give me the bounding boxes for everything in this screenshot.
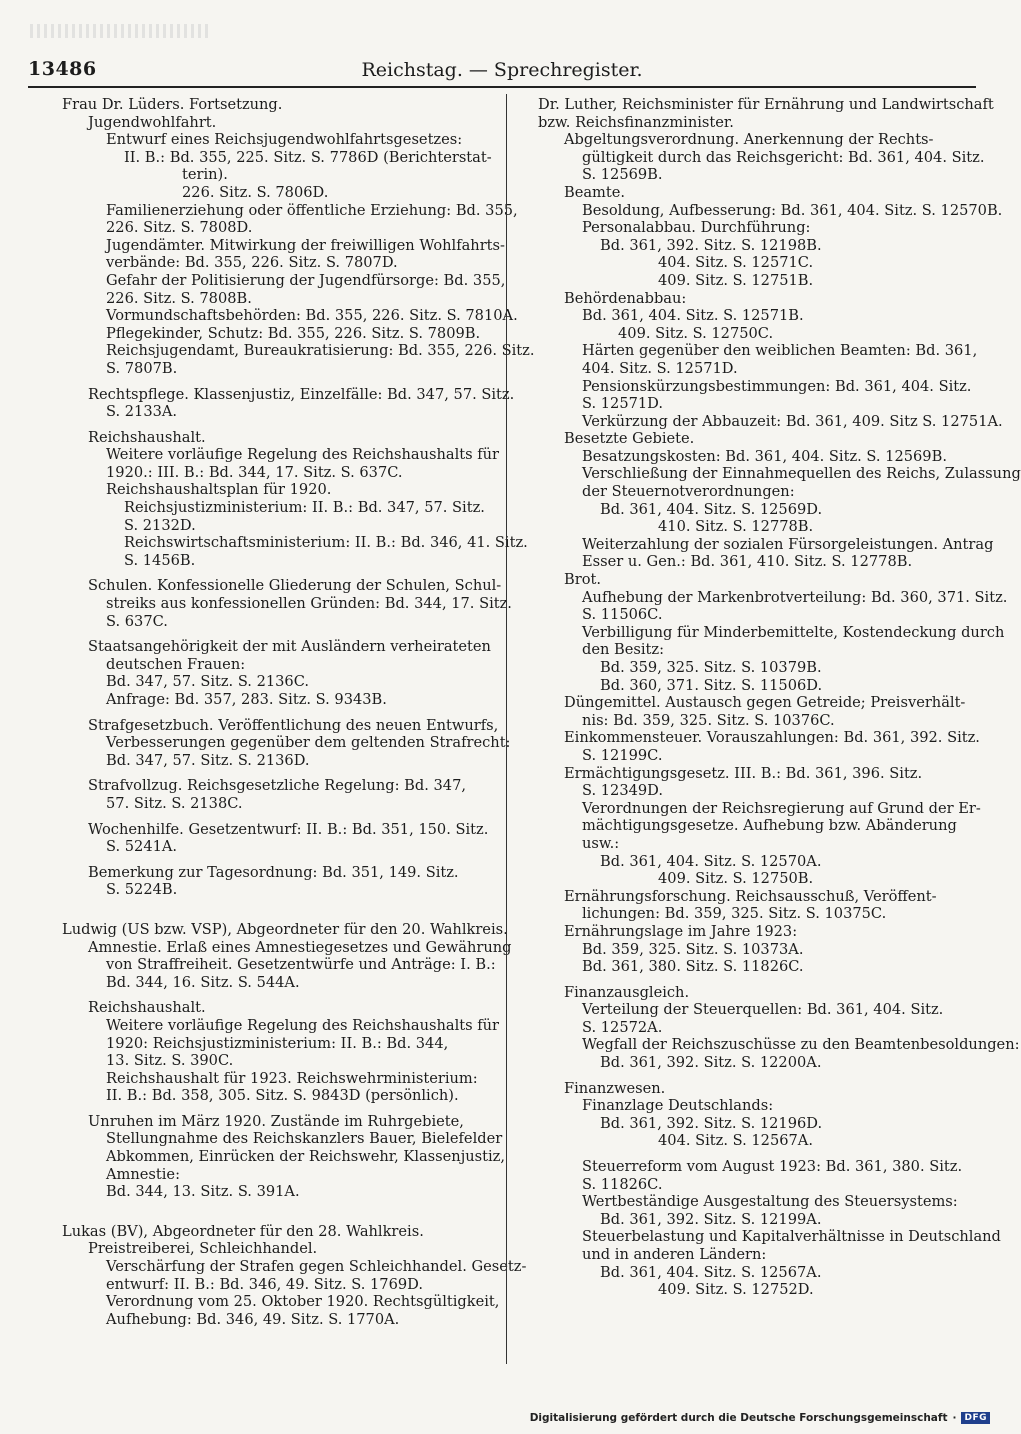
- spacer: [538, 1150, 936, 1158]
- subject-heading: Schulen. Konfessionelle Gliederung der Schulen, Schul-: [88, 577, 502, 595]
- reference-line: und in anderen Ländern:: [582, 1246, 767, 1263]
- reference-line: Bd. 347, 57. Sitz. S. 2136C.: [106, 673, 310, 691]
- reference-line: nis: Bd. 359, 325. Sitz. S. 10376C.: [582, 711, 835, 729]
- subject-heading: Einkommensteuer. Vorauszahlungen: Bd. 361, 392. Sitz.: [564, 729, 980, 747]
- reference-line: S. 1456B.: [124, 551, 196, 569]
- spacer: [62, 769, 488, 777]
- reference-line: II. B.: Bd. 358, 305. Sitz. S. 9843D (persönlich).: [106, 1087, 459, 1105]
- reference-line: Weitere vorläufige Regelung des Reichshaushalts für: [106, 446, 500, 464]
- reference-line: Bd. 360, 371. Sitz. S. 11506D.: [600, 676, 823, 694]
- reference-line: Reichswirtschaftsministerium: II. B.: Bd. 346, 41. Sitz.: [124, 534, 528, 552]
- subject-heading: Beamte.: [564, 183, 626, 201]
- reference-line: S. 5224B.: [106, 881, 178, 899]
- reference-line: terin).: [182, 166, 228, 184]
- reference-line: Entwurf eines Reichsjugendwohlfahrtsgesetzes:: [106, 131, 463, 149]
- reference-line: 404. Sitz. S. 12571C.: [658, 254, 814, 272]
- reference-line: S. 637C.: [106, 612, 168, 630]
- subject-heading: Reichshaushalt.: [88, 999, 206, 1017]
- reference-line: Bd. 359, 325. Sitz. S. 10373A.: [582, 940, 804, 958]
- page-number: 13486: [28, 58, 97, 80]
- column-divider: [506, 94, 507, 1364]
- reference-line: Verschließung der Einnahmequellen des Reichs, Zulassung: [582, 465, 1021, 483]
- reference-line: Steuerbelastung und Kapitalverhältnisse in Deutschland: [582, 1228, 1001, 1246]
- entry-heading: bzw. Reichsfinanzminister.: [538, 113, 734, 131]
- reference-line: Abkommen, Einrücken der Reichswehr, Klassenjustiz,: [106, 1148, 505, 1166]
- reference-line: Bd. 344, 16. Sitz. S. 544A.: [106, 973, 300, 991]
- spacer: [62, 1105, 488, 1113]
- spacer: [62, 378, 488, 386]
- reference-line: der Steuernotverordnungen:: [582, 483, 795, 501]
- spacer: [62, 421, 488, 429]
- page-footer: Digitalisierung gefördert durch die Deutsche Forschungsgemeinschaft · DFG: [530, 1412, 990, 1424]
- reference-line: Weitere vorläufige Regelung des Reichshaushalts für: [106, 1016, 500, 1034]
- reference-line: Besatzungskosten: Bd. 361, 404. Sitz. S. 12569B.: [582, 447, 947, 465]
- reference-line: Verordnungen der Reichsregierung auf Grund der Er-: [582, 799, 981, 817]
- reference-line: entwurf: II. B.: Bd. 346, 49. Sitz. S. 1769D.: [106, 1275, 423, 1293]
- spacer: [62, 899, 488, 921]
- reference-line: 57. Sitz. S. 2138C.: [106, 794, 243, 812]
- reference-line: von Straffreiheit. Gesetzentwürfe und Anträge: I. B.:: [106, 956, 496, 974]
- reference-line: 13. Sitz. S. 390C.: [106, 1052, 234, 1070]
- reference-line: Pflegekinder, Schutz: Bd. 355, 226. Sitz. S. 7809B.: [106, 324, 481, 342]
- reference-line: Pensionskürzungsbestimmungen: Bd. 361, 404. Sitz.: [582, 377, 972, 395]
- entry-heading: Ludwig (US bzw. VSP), Abgeordneter für den 20. Wahlkreis.: [62, 920, 508, 938]
- subject-heading: Amnestie. Erlaß eines Amnestiegesetzes und Gewährung: [88, 938, 512, 956]
- reference-line: Finanzlage Deutschlands:: [582, 1097, 774, 1115]
- reference-line: S. 12571D.: [582, 395, 663, 413]
- right-column: [538, 96, 1021, 1299]
- reference-line: Aufhebung der Markenbrotverteilung: Bd. 360, 371. Sitz.: [582, 588, 1008, 606]
- reference-line: Bd. 361, 392. Sitz. S. 12196D.: [600, 1114, 823, 1132]
- reference-line: 409. Sitz. S. 12750B.: [658, 870, 814, 888]
- subject-heading: Preistreiberei, Schleichhandel.: [88, 1240, 318, 1258]
- reference-line: Jugendämter. Mitwirkung der freiwilligen Wohlfahrts-: [106, 236, 505, 254]
- reference-line: 226. Sitz. S. 7808B.: [106, 289, 252, 307]
- reference-line: Bd. 344, 13. Sitz. S. 391A.: [106, 1183, 300, 1201]
- reference-line: S. 11506C.: [582, 606, 663, 624]
- reference-line: 1920: Reichsjustizministerium: II. B.: Bd. 344,: [106, 1034, 449, 1052]
- subject-heading: Ermächtigungsgesetz. III. B.: Bd. 361, 396. Sitz.: [564, 764, 923, 782]
- reference-line: S. 12569B.: [582, 166, 663, 184]
- reference-line: Bd. 361, 392. Sitz. S. 12199A.: [600, 1210, 822, 1228]
- subject-heading: Reichshaushalt.: [88, 428, 206, 446]
- reference-line: Verschärfung der Strafen gegen Schleichhandel. Gesetz-: [106, 1258, 527, 1276]
- entry-heading: Lukas (BV), Abgeordneter für den 28. Wahlkreis.: [62, 1222, 424, 1240]
- spacer: [62, 856, 488, 864]
- subject-heading: Behördenabbau:: [564, 289, 687, 307]
- reference-line: Weiterzahlung der sozialen Fürsorgeleistungen. Antrag: [582, 535, 994, 553]
- spacer: [538, 976, 936, 984]
- subject-heading: Wochenhilfe. Gesetzentwurf: II. B.: Bd. 351, 150. Sitz.: [88, 820, 489, 838]
- subject-heading: Brot.: [564, 571, 601, 589]
- reference-line: 404. Sitz. S. 12571D.: [582, 359, 738, 377]
- subject-heading: Jugendwohlfahrt.: [88, 113, 217, 131]
- entry-heading: Frau Dr. Lüders. Fortsetzung.: [62, 96, 283, 113]
- reference-line: den Besitz:: [582, 641, 665, 659]
- dfg-logo: DFG: [961, 1412, 990, 1424]
- reference-line: S. 11826C.: [582, 1175, 663, 1193]
- subject-heading: Ernährungslage im Jahre 1923:: [564, 922, 798, 940]
- reference-line: Familienerziehung oder öffentliche Erziehung: Bd. 355,: [106, 201, 518, 219]
- entry-heading: Dr. Luther, Reichsminister für Ernährung und Landwirtschaft: [538, 96, 994, 113]
- reference-line: Reichsjustizministerium: II. B.: Bd. 347, 57. Sitz.: [124, 499, 485, 517]
- spacer: [62, 991, 488, 999]
- reference-line: deutschen Frauen:: [106, 655, 246, 673]
- reference-line: Reichshaushaltsplan für 1920.: [106, 481, 332, 499]
- subject-heading: Unruhen im März 1920. Zustände im Ruhrgebiete,: [88, 1112, 464, 1130]
- reference-line: 409. Sitz. S. 12751B.: [658, 271, 814, 289]
- reference-line: Verkürzung der Abbauzeit: Bd. 361, 409. Sitz S. 12751A.: [582, 412, 1003, 430]
- reference-line: S. 12349D.: [582, 782, 663, 800]
- reference-line: 1920.: III. B.: Bd. 344, 17. Sitz. S. 637C.: [106, 463, 403, 481]
- page-header: [28, 58, 976, 88]
- subject-heading: Bemerkung zur Tagesordnung: Bd. 351, 149. Sitz.: [88, 863, 459, 881]
- reference-line: Amnestie:: [106, 1165, 180, 1183]
- reference-line: Bd. 361, 392. Sitz. S. 12198B.: [600, 236, 822, 254]
- footer-credit: Digitalisierung gefördert durch die Deutsche Forschungsgemeinschaft: [529, 1412, 948, 1424]
- subject-heading: Rechtspflege. Klassenjustiz, Einzelfälle: Bd. 347, 57. Sitz.: [88, 385, 515, 403]
- reference-line: S. 2133A.: [106, 403, 178, 421]
- reference-line: Wegfall der Reichszuschüsse zu den Beamtenbesoldungen:: [582, 1036, 1020, 1054]
- reference-line: lichungen: Bd. 359, 325. Sitz. S. 10375C.: [582, 905, 887, 923]
- reference-line: Bd. 361, 404. Sitz. S. 12570A.: [600, 852, 822, 870]
- reference-line: Stellungnahme des Reichskanzlers Bauer, Bielefelder: [106, 1130, 503, 1148]
- subject-heading: Finanzwesen.: [564, 1079, 666, 1097]
- spacer: [62, 569, 488, 577]
- spacer: [62, 1201, 488, 1223]
- reference-line: verbände: Bd. 355, 226. Sitz. S. 7807D.: [106, 254, 398, 272]
- reference-line: Verordnung vom 25. Oktober 1920. Rechtsgültigkeit,: [106, 1293, 500, 1311]
- reference-line: Anfrage: Bd. 357, 283. Sitz. S. 9343B.: [106, 691, 387, 708]
- reference-line: streiks aus konfessionellen Gründen: Bd. 344, 17. Sitz.: [106, 595, 512, 613]
- scan-artifact: [30, 24, 210, 38]
- reference-line: S. 2132D.: [124, 516, 196, 534]
- reference-line: Aufhebung: Bd. 346, 49. Sitz. S. 1770A.: [106, 1310, 400, 1328]
- reference-line: Bd. 361, 392. Sitz. S. 12200A.: [600, 1054, 822, 1072]
- reference-line: Steuerreform vom August 1923: Bd. 361, 380. Sitz.: [582, 1158, 963, 1176]
- reference-line: 410. Sitz. S. 12778B.: [658, 518, 814, 536]
- subject-heading: Düngemittel. Austausch gegen Getreide; Preisverhält-: [564, 694, 966, 712]
- spacer: [62, 630, 488, 638]
- reference-line: S. 5241A.: [106, 838, 178, 856]
- reference-line: Verteilung der Steuerquellen: Bd. 361, 404. Sitz.: [582, 1001, 944, 1019]
- reference-line: Personalabbau. Durchführung:: [582, 219, 811, 237]
- reference-line: 409. Sitz. S. 12752D.: [658, 1281, 814, 1299]
- reference-line: 404. Sitz. S. 12567A.: [658, 1132, 813, 1150]
- reference-line: usw.:: [582, 834, 620, 852]
- reference-line: 409. Sitz. S. 12750C.: [618, 324, 774, 342]
- reference-line: Esser u. Gen.: Bd. 361, 410. Sitz. S. 12778B.: [582, 553, 913, 571]
- reference-line: S. 7807B.: [106, 359, 178, 377]
- subject-heading: Finanzausgleich.: [564, 983, 690, 1001]
- subject-heading: Strafgesetzbuch. Veröffentlichung des neuen Entwurfs,: [88, 716, 499, 734]
- reference-line: II. B.: Bd. 355, 225. Sitz. S. 7786D (Berichterstat-: [124, 148, 492, 166]
- running-title: Reichstag. — Sprechregister.: [361, 59, 643, 81]
- reference-line: S. 12199C.: [582, 746, 663, 764]
- subject-heading: Besetzte Gebiete.: [564, 430, 695, 448]
- reference-line: Bd. 361, 404. Sitz. S. 12569D.: [600, 500, 823, 518]
- spacer: [62, 709, 488, 717]
- subject-heading: Strafvollzug. Reichsgesetzliche Regelung: Bd. 347,: [88, 777, 467, 795]
- reference-line: S. 12572A.: [582, 1018, 663, 1036]
- reference-line: Bd. 361, 380. Sitz. S. 11826C.: [582, 958, 804, 976]
- reference-line: Härten gegenüber den weiblichen Beamten: Bd. 361,: [582, 342, 978, 360]
- reference-line: Wertbeständige Ausgestaltung des Steuersystems:: [582, 1193, 958, 1211]
- reference-line: Reichshaushalt für 1923. Reichswehrministerium:: [106, 1069, 478, 1087]
- reference-line: Verbilligung für Minderbemittelte, Kostendeckung durch: [582, 623, 1005, 641]
- reference-line: 226. Sitz. S. 7806D.: [182, 183, 329, 201]
- reference-line: gültigkeit durch das Reichsgericht: Bd. 361, 404. Sitz.: [582, 148, 985, 166]
- reference-line: Bd. 359, 325. Sitz. S. 10379B.: [600, 659, 822, 676]
- reference-line: Besoldung, Aufbesserung: Bd. 361, 404. Sitz. S. 12570B.: [582, 201, 1003, 219]
- subject-heading: Abgeltungsverordnung. Anerkennung der Rechts-: [564, 131, 934, 149]
- spacer: [62, 813, 488, 821]
- spacer: [538, 1072, 936, 1080]
- reference-line: Reichsjugendamt, Bureaukratisierung: Bd. 355, 226. Sitz.: [106, 342, 535, 360]
- reference-line: Bd. 361, 404. Sitz. S. 12567A.: [600, 1263, 822, 1281]
- reference-line: Gefahr der Politisierung der Jugendfürsorge: Bd. 355,: [106, 271, 506, 289]
- reference-line: 226. Sitz. S. 7808D.: [106, 219, 253, 237]
- reference-line: Vormundschaftsbehörden: Bd. 355, 226. Sitz. S. 7810A.: [106, 307, 518, 325]
- subject-heading: Staatsangehörigkeit der mit Ausländern verheirateten: [88, 638, 491, 656]
- reference-line: Verbesserungen gegenüber dem geltenden Strafrecht:: [106, 734, 511, 752]
- reference-line: mächtigungsgesetze. Aufhebung bzw. Abänderung: [582, 817, 957, 835]
- reference-line: Bd. 347, 57. Sitz. S. 2136D.: [106, 751, 310, 769]
- reference-line: Bd. 361, 404. Sitz. S. 12571B.: [582, 307, 804, 325]
- subject-heading: Ernährungsforschung. Reichsausschuß, Veröffent-: [564, 887, 937, 905]
- left-column: [62, 96, 535, 1328]
